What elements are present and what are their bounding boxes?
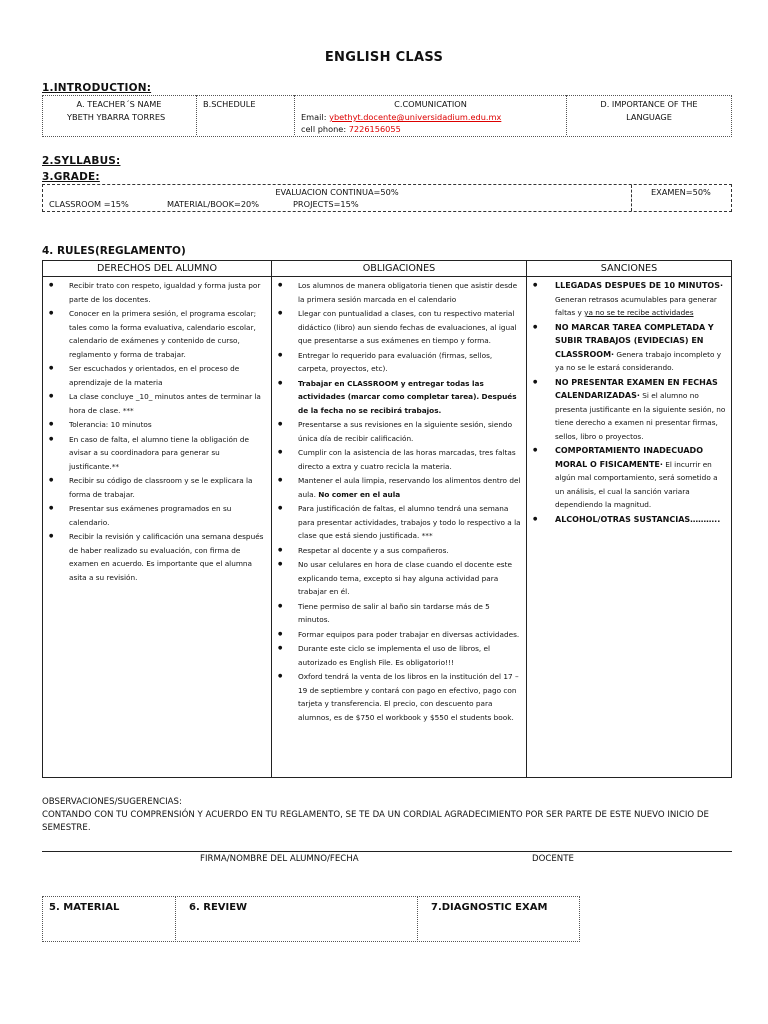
list-item: ● Durante este ciclo se implementa el uso de libros, el autorizado es English File. Es obligatorio!!! [272, 642, 522, 669]
behavior-sanction: COMPORTAMIENTO INADECUADO MORAL O FISICAMENTE· [555, 446, 703, 469]
phone-number: 7226156055 [348, 124, 401, 134]
list-item: ● Formar equipos para poder trabajar en diversas actividades. [272, 628, 522, 642]
classroom-rule: Trabajar en CLASSROOM y entregar todas las actividades (marcar como completar tarea). [298, 378, 484, 401]
communication-label: C.COMUNICATION [394, 99, 467, 109]
material-weight: MATERIAL/BOOK=20% [167, 199, 260, 209]
obligaciones-header: OBLIGACIONES [362, 263, 436, 274]
sanciones-header: SANCIONES [600, 263, 658, 274]
obligaciones-list [272, 279, 522, 725]
derechos-list [43, 279, 267, 585]
exam-sanction-text: Si el alumno no presenta justificante en la siguiente sesión, no tiene derecho a examen ni presentar firmas, sellos, libro o proyectos. [555, 391, 726, 441]
email-label: Email: [301, 112, 327, 122]
list-item [527, 513, 727, 527]
student-signature-label: FIRMA/NOMBRE DEL ALUMNO/FECHA [200, 854, 359, 864]
classroom-sanction-text: Genera trabajo incompleto y ya no se le estará considerando. [555, 349, 722, 372]
list-item: ● En caso de falta, el alumno tiene la obligación de avisar a su coordinadora para generar su justificante.** [43, 433, 267, 474]
email-link[interactable]: ybethyt.docente@universidadium.edu.mx [329, 112, 502, 122]
observations-label: OBSERVACIONES/SUGERENCIAS: [42, 797, 182, 807]
teacher-name: YBETH YBARRA TORRES [67, 112, 166, 122]
signature-line [42, 851, 732, 852]
list-item: ● No usar celulares en hora de clase cuando el docente este explicando tema, excepto si hay alguna actividad para trabajar en él. [272, 558, 522, 599]
list-item: ● Para justificación de faltas, el alumno tendrá una semana para presentar actividades, trabajos y todo lo respectivo a la clase que está siendo justificada. *** [272, 502, 522, 543]
teacher-name-label: A. TEACHER´S NAME [76, 99, 162, 109]
list-item: ● Tolerancia: 10 minutos [43, 418, 267, 432]
late-arrival-sanction: LLEGADAS DESPUES DE 10 MINUTOS· [555, 281, 724, 290]
grade-table [42, 184, 732, 212]
late-work-rule: Después de la fecha no se recibirá trabajos. [298, 392, 517, 415]
list-item: ● Recibir su código de classroom y se le explicara la forma de trabajar. [43, 474, 267, 501]
list-item [527, 321, 727, 375]
sanciones-list [527, 279, 727, 527]
list-item: ● Llegar con puntualidad a clases, con tu respectivo material didáctico (libro) aun siendo fechas de evaluaciones, al igual que presentarse a sus exámenes en tiempo y forma. [272, 307, 522, 348]
list-item [272, 377, 522, 418]
list-item: ● Recibir trato con respeto, igualdad y forma justa por parte de los docentes. [43, 279, 267, 306]
list-item: ● Conocer en la primera sesión, el programa escolar; tales como la forma evaluativa, calendario escolar, calendario de exámenes y contenido de curso, reglamento y forma de trabajar. [43, 307, 267, 361]
observations-text: CONTANDO CON TU COMPRENSIÓN Y ACUERDO EN TU REGLAMENTO, SE TE DA UN CORDIAL AGRADECIMIENTO POR SER PARTE DE ESTE NUEVO INICIO DE SEMESTRE. [42, 810, 709, 833]
list-item: ● Cumplir con la asistencia de las horas marcadas, tres faltas directo a extra y cuatro recicla la materia. [272, 446, 522, 473]
list-item: ● Presentarse a sus revisiones en la siguiente sesión, siendo única día de recibir calificación. [272, 418, 522, 445]
projects-weight: PROJECTS=15% [293, 199, 359, 209]
list-item: ● Oxford tendrá la venta de los libros en la institución del 17 – 19 de septiembre y contará con pago en efectivo, pago con tarjeta y transferencia. El precio, con descuento para alumnos, es de $750 el workbook y $550 el students book. [272, 670, 522, 724]
teacher-signature-label: DOCENTE [532, 854, 574, 864]
late-arrival-note: ya no se te recibe actividades [584, 308, 694, 317]
rules-heading: 4. RULES(REGLAMENTO) [42, 245, 186, 257]
bottom-table [42, 896, 580, 942]
list-item: ● Tiene permiso de salir al baño sin tardarse más de 5 minutos. [272, 600, 522, 627]
diagnostic-exam-section: 7.DIAGNOSTIC EXAM [431, 902, 548, 913]
classroom-weight: CLASSROOM =15% [49, 199, 129, 209]
exam-weight: EXAMEN=50% [651, 187, 711, 197]
classroom-sanction: NO MARCAR TAREA COMPLETADA Y SUBIR TRABAJOS (EVIDECIAS) EN CLASSROOM· [555, 322, 714, 359]
grade-heading: 3.GRADE: [42, 171, 100, 183]
list-item: ● Respetar al docente y a sus compañeros. [272, 544, 522, 558]
list-item [527, 444, 727, 512]
list-item: ● La clase concluye _10_ minutos antes de terminar la hora de clase. *** [43, 390, 267, 417]
importance-label: D. IMPORTANCE OF THE [600, 99, 698, 109]
no-eating-rule: No comer en el aula [318, 489, 401, 499]
list-item: ● Los alumnos de manera obligatoria tienen que asistir desde la primera sesión marcada en el calendario [272, 279, 522, 306]
syllabus-heading: 2.SYLLABUS: [42, 155, 121, 167]
clean-room-rule: Mantener el aula limpia, reservando los alimentos dentro del aula. [298, 476, 521, 499]
behavior-sanction-text: El incurrir en algún mal comportamiento, será sometido a un análisis, el cual la sanción variara dependiendo la magnitud. [555, 459, 718, 509]
introduction-heading: 1.INTRODUCTION: [42, 82, 152, 94]
review-section: 6. REVIEW [189, 902, 248, 913]
list-item: ● Entregar lo requerido para evaluación (firmas, sellos, carpeta, proyectos, etc). [272, 349, 522, 376]
alcohol-sanction: ALCOHOL/OTRAS SUSTANCIAS……….. [555, 514, 721, 524]
continuous-evaluation: EVALUACION CONTINUA=50% [275, 187, 399, 197]
material-section: 5. MATERIAL [49, 902, 120, 913]
schedule-label: B.SCHEDULE [203, 99, 256, 109]
list-item: ● Ser escuchados y orientados, en el proceso de aprendizaje de la materia [43, 362, 267, 389]
phone-label: cell phone: [301, 124, 347, 134]
derechos-header: DERECHOS DEL ALUMNO [96, 263, 218, 274]
importance-label-2: LANGUAGE [626, 112, 672, 122]
rules-table [42, 260, 732, 778]
introduction-table [42, 95, 732, 137]
list-item: ● Presentar sus exámenes programados en su calendario. [43, 502, 267, 529]
list-item [527, 279, 727, 320]
exam-sanction: NO PRESENTAR EXAMEN EN FECHAS CALENDARIZADAS· [555, 377, 718, 400]
list-item [272, 474, 522, 501]
list-item [527, 376, 727, 444]
late-arrival-text: Generan retrasos acumulables para generar faltas y [555, 294, 717, 317]
page-title: ENGLISH CLASS [324, 50, 444, 65]
list-item: ● Recibir la revisión y calificación una semana después de haber realizado su evaluación, con firma de examen en acuerdo. Es importante que el alumna asita a su revisión. [43, 530, 267, 584]
